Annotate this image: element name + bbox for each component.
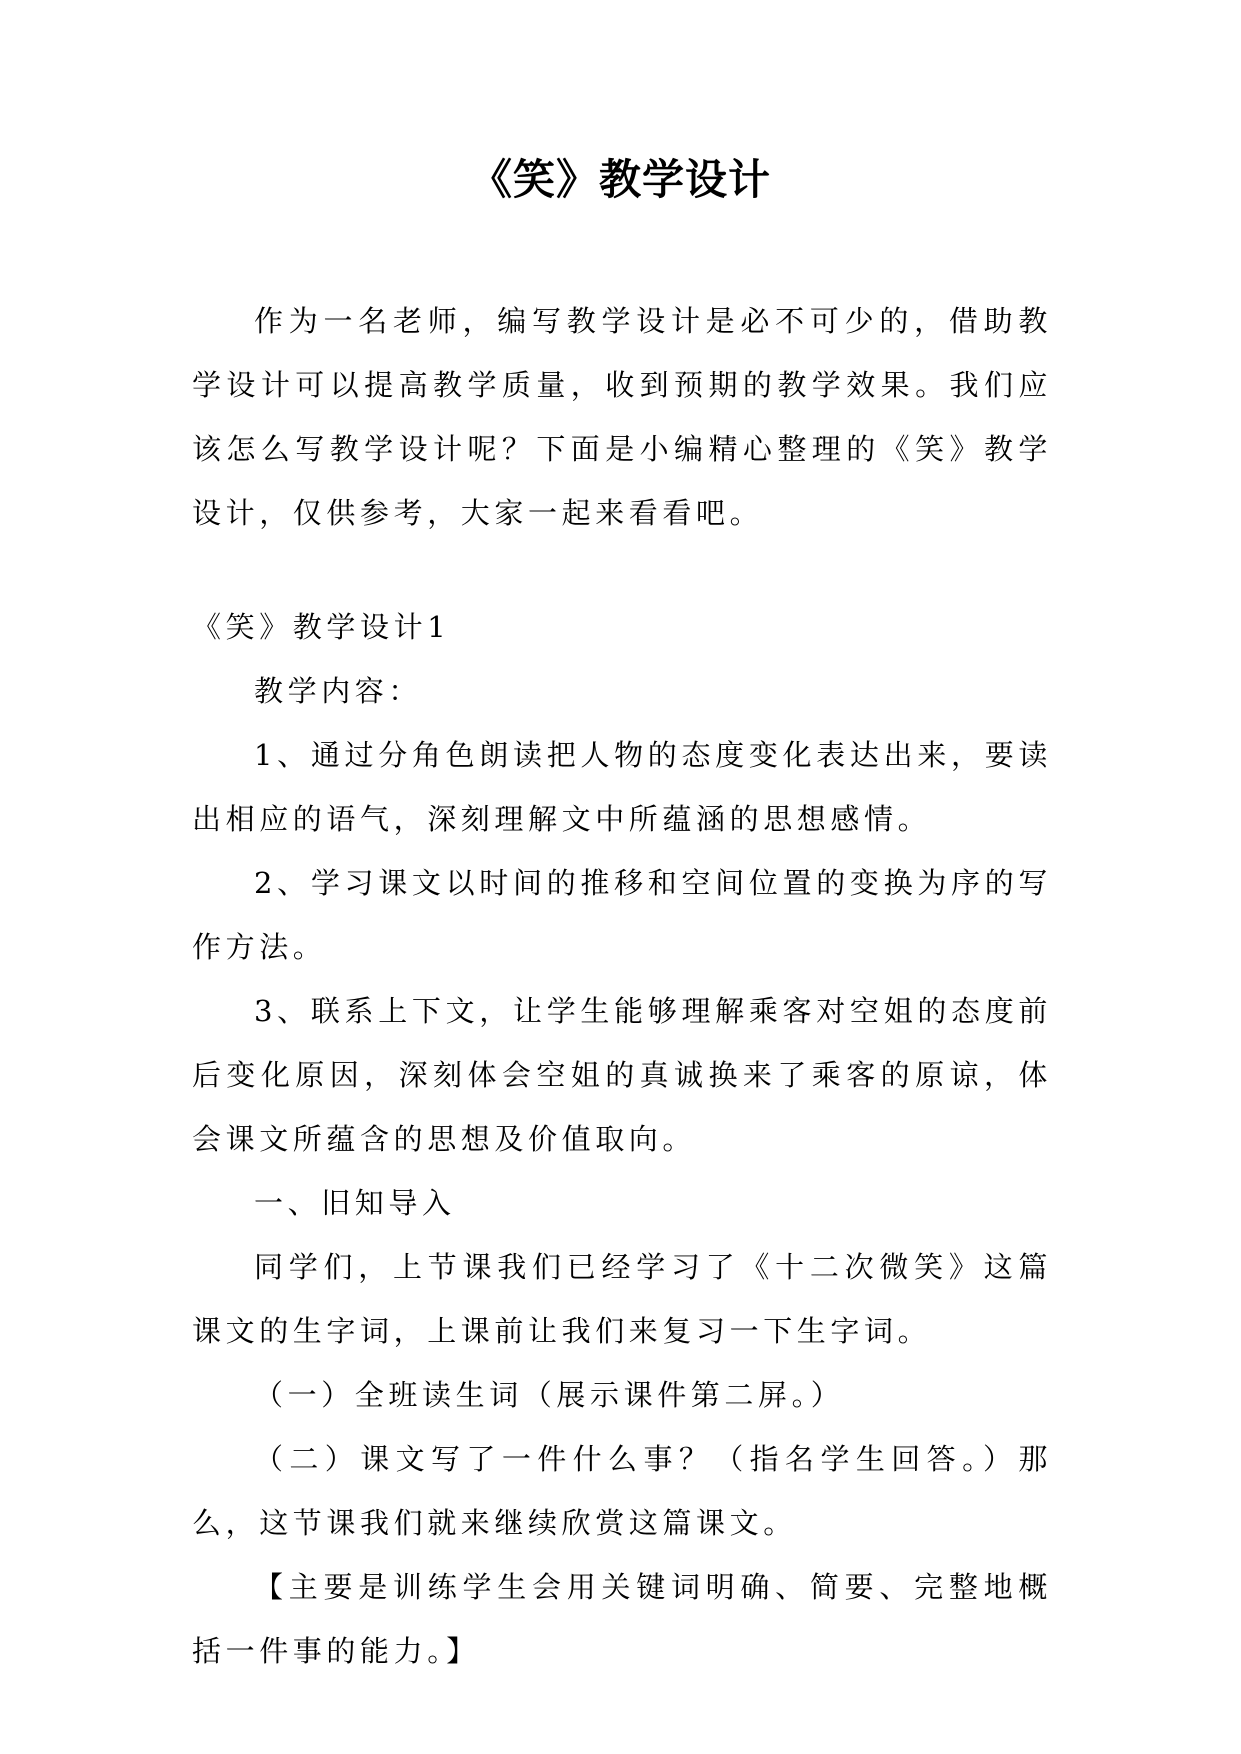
objective-1: 1、通过分角色朗读把人物的态度变化表达出来，要读出相应的语气，深刻理解文中所蕴涵的思想感情。	[192, 738, 1052, 836]
objective-3: 3、联系上下文，让学生能够理解乘客对空姐的态度前后变化原因，深刻体会空姐的真诚换来了乘客的原谅，体会课文所蕴含的思想及价值取向。	[192, 994, 1052, 1156]
step-summarize-event: （二）课文写了一件什么事？（指名学生回答。）那么，这节课我们就来继续欣赏这篇课文。	[192, 1442, 1052, 1540]
step-read-words: （一）全班读生词（展示课件第二屏。）	[254, 1378, 845, 1412]
section-heading: 《笑》教学设计1	[192, 610, 451, 644]
section-spacer	[192, 545, 1052, 595]
teaching-content-label: 教学内容：	[254, 674, 423, 708]
intro-paragraph: 作为一名老师，编写教学设计是必不可少的，借助教学设计可以提高教学质量，收到预期的教学效果。我们应该怎么写教学设计呢？下面是小编精心整理的《笑》教学设计，仅供参考，大家一起来看看吧。	[192, 304, 1052, 530]
objective-2: 2、学习课文以时间的推移和空间位置的变换为序的写作方法。	[192, 866, 1052, 964]
review-paragraph: 同学们，上节课我们已经学习了《十二次微笑》这篇课文的生字词，上课前让我们来复习一下生字词。	[192, 1250, 1052, 1348]
document-body	[192, 289, 1052, 1683]
teaching-note: 【主要是训练学生会用关键词明确、简要、完整地概括一件事的能力。】	[192, 1570, 1052, 1668]
document-title: 《笑》教学设计	[469, 155, 771, 204]
step-heading-review: 一、旧知导入	[254, 1186, 456, 1220]
